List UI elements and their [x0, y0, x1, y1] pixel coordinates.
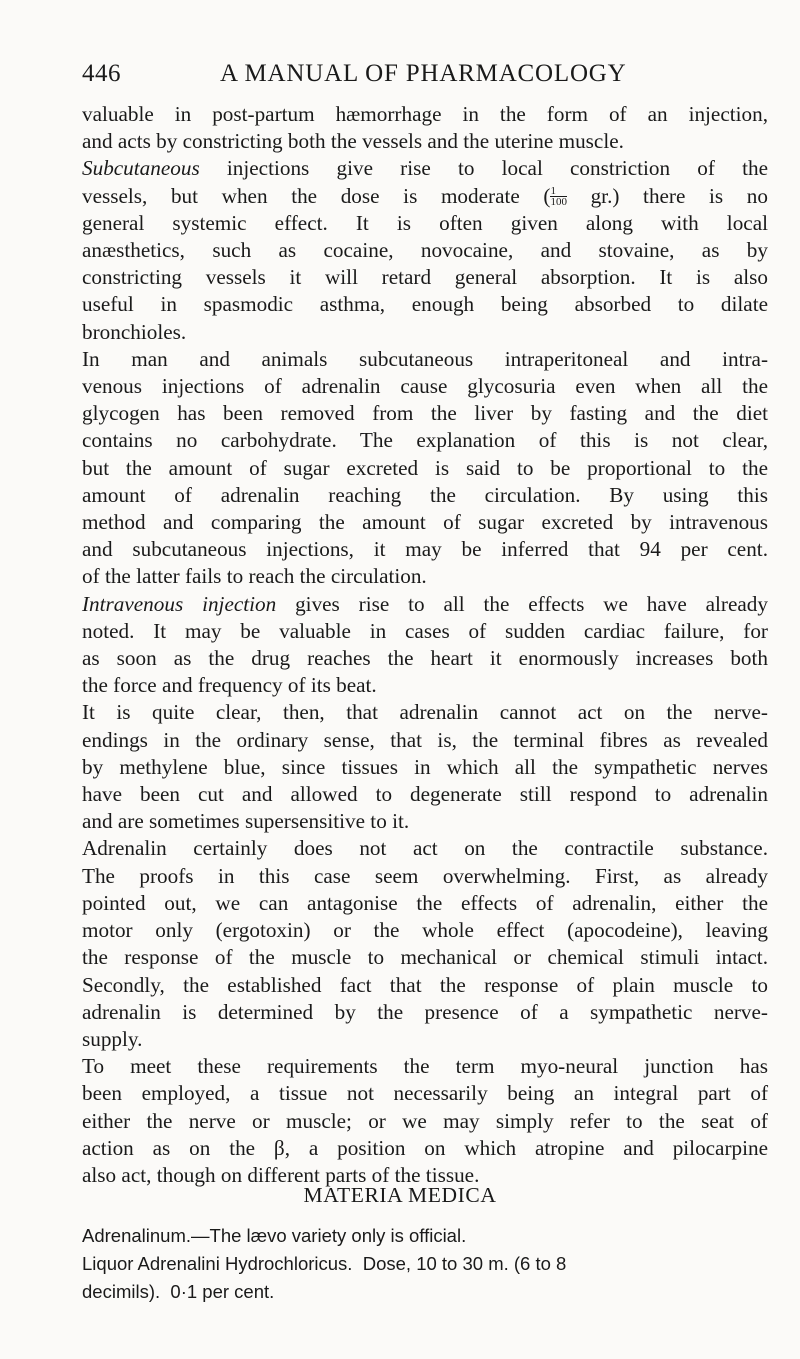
text-line: supply. — [82, 1026, 143, 1051]
running-head: A MANUAL OF PHARMACOLOGY — [220, 60, 627, 87]
materia-medica-entry — [82, 1222, 768, 1250]
materia-medica-entries — [82, 1222, 768, 1306]
text-line: been employed, a tissue not necessarily being an integral part of — [82, 1081, 768, 1106]
text-line: valuable in post-partum hæmorrhage in the form of an injection, — [82, 102, 768, 126]
page-number: 446 — [82, 60, 121, 87]
text-line: venous injections of adrenalin cause glycosuria even when all the — [82, 374, 768, 399]
text-line: also act, though on different parts of the tissue. — [82, 1162, 480, 1187]
text-line: by methylene blue, since tissues in which all the sympathetic nerves — [82, 754, 768, 779]
text-line: endings in the ordinary sense, that is, the terminal fibres as revealed — [82, 727, 768, 752]
text-line: adrenalin is determined by the presence of a sympathetic nerve- — [82, 999, 768, 1024]
text-line: have been cut and allowed to degenerate still respond to adrenalin — [82, 782, 768, 807]
text-line: It is quite clear, then, that adrenalin cannot act on the nerve- — [82, 700, 768, 725]
entry-text: —The lævo variety only is official. — [191, 1225, 467, 1246]
text-run: gives rise to all the effects we have already — [276, 591, 768, 616]
materia-medica-entry-cont — [82, 1278, 768, 1306]
text-line: amount of adrenalin reaching the circulation. By using this — [82, 482, 768, 507]
text-line: and are sometimes supersensitive to it. — [82, 809, 410, 834]
text-line: but the amount of sugar excreted is said to be proportional to the — [82, 455, 768, 480]
text-run: vessels, but when the dose is moderate ( — [82, 183, 551, 208]
section-title: MATERIA MEDICA — [303, 1183, 497, 1207]
materia-medica-entry — [82, 1250, 768, 1278]
entry-text: Dose, 10 to 30 m. (6 to 8 — [352, 1253, 567, 1274]
text-line — [82, 591, 768, 618]
text-line: To meet these requirements the term myo-neural junction has — [82, 1054, 768, 1079]
text-line: of the latter fails to reach the circulation. — [82, 564, 427, 589]
text-line — [82, 183, 768, 210]
drug-name: Liquor Adrenalini Hydrochloricus. — [82, 1253, 353, 1274]
text-line: as soon as the drug reaches the heart it enormously increases both — [82, 646, 768, 671]
text-line: contains no carbohydrate. The explanation of this is not clear, — [82, 428, 768, 453]
text-line: bronchioles. — [82, 319, 187, 344]
dose-fraction — [550, 186, 567, 208]
text-line: motor only (ergotoxin) or the whole effect (apocodeine), leaving — [82, 918, 768, 943]
text-line: the response of the muscle to mechanical or chemical stimuli intact. — [82, 945, 768, 970]
text-line: The proofs in this case seem overwhelming. First, as already — [82, 863, 768, 888]
italic-term: Intravenous injection — [82, 591, 277, 616]
text-line: noted. It may be valuable in cases of sudden cardiac failure, for — [82, 618, 768, 643]
text-line: the force and frequency of its beat. — [82, 673, 377, 698]
text-line: glycogen has been removed from the liver by fasting and the diet — [82, 401, 768, 426]
text-line: general systemic effect. It is often given along with local — [82, 210, 768, 235]
text-line: Adrenalin certainly does not act on the contractile substance. — [82, 836, 768, 861]
fraction-denominator: 100 — [550, 195, 567, 208]
text-line: pointed out, we can antagonise the effects of adrenalin, either the — [82, 890, 768, 915]
italic-term: Subcutaneous — [82, 156, 200, 181]
page-header — [82, 60, 742, 100]
text-run: injections give rise to local constriction of the — [199, 156, 768, 181]
text-line: constricting vessels it will retard general absorption. It is also — [82, 265, 768, 290]
text-line: In man and animals subcutaneous intraperitoneal and intra- — [82, 346, 768, 371]
fraction-numerator: 1 — [550, 184, 556, 197]
drug-name: Adrenalinum. — [82, 1225, 192, 1246]
text-run: gr.) there is no — [566, 183, 768, 208]
text-line: either the nerve or muscle; or we may simply refer to the seat of — [82, 1108, 768, 1133]
text-line: anæsthetics, such as cocaine, novocaine, and stovaine, as by — [82, 238, 768, 263]
text-line: and subcutaneous injections, it may be inferred that 94 per cent. — [82, 537, 768, 562]
text-line: Secondly, the established fact that the response of plain muscle to — [82, 972, 768, 997]
text-line: action as on the β, a position on which atropine and pilocarpine — [82, 1135, 768, 1160]
text-line: and acts by constricting both the vessels and the uterine muscle. — [82, 129, 624, 154]
text-line: useful in spasmodic asthma, enough being absorbed to dilate — [82, 292, 768, 317]
entry-text: decimils). 0·1 per cent. — [82, 1281, 275, 1302]
text-line — [82, 155, 768, 182]
body-text — [82, 101, 768, 1189]
text-line: method and comparing the amount of sugar excreted by intravenous — [82, 510, 768, 535]
